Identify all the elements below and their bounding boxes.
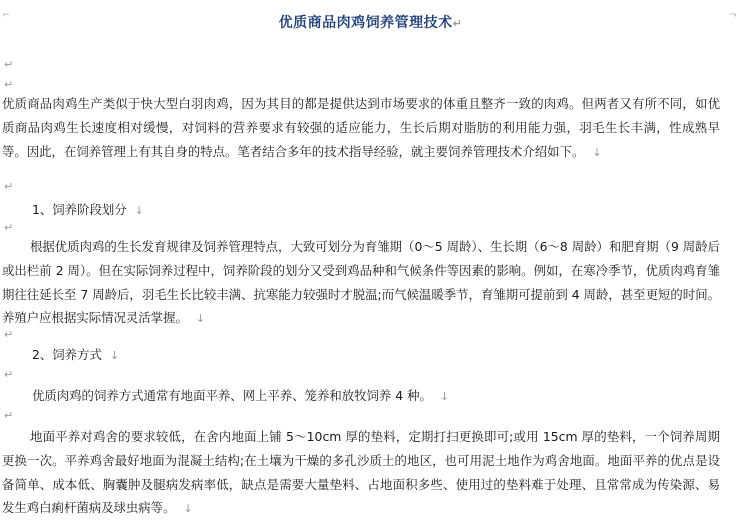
intro-paragraph	[2, 92, 720, 164]
margin-corner-right: ¬	[728, 10, 737, 21]
section-heading-2-text: 2、饲养方式	[32, 347, 102, 362]
section-2-body-paragraph	[2, 425, 720, 521]
section-2-body-text: 地面平养对鸡舍的要求较低，在舍内地面上铺 5～10cm 厚的垫料，定期打扫更换即可;或用 15cm 厚的垫料，一个饲养周期更换一次。平养鸡舍最好地面为混凝土结构;在土壤为干燥的多孔沙质土的地区，也可用泥土地作为鸡舍地面。地面平养的优点是设备简单、成本低、胸囊肿及腿病发病率低，缺点是需要大量垫料、占地面积多些、使用过的垫料难于处理、且常常成为传染源、易发生鸡白痢杆菌病及球虫病等。	[2, 429, 720, 516]
section-2-intro-text: 优质肉鸡的饲养方式通常有地面平养、网上平养、笼养和放牧饲养 4 种。	[32, 388, 432, 403]
paragraph-mark-icon	[4, 58, 13, 71]
intro-paragraph-text: 优质商品肉鸡生产类似于快大型白羽肉鸡，因为其目的都是提供达到市场要求的体重且整齐一致的肉鸡。但两者又有所不同，如优质商品肉鸡生长速度相对缓慢，对饲料的营养要求有较强的适应能力，生长后期对脂肪的利用能力强，羽毛生长丰满，性成熟早等。因此，在饲养管理上有其自身的特点。笔者结合多年的技术指导经验，就主要饲养管理技术介绍如下。	[2, 96, 720, 159]
paragraph-mark-icon	[110, 349, 119, 362]
section-heading-1	[32, 201, 144, 220]
paragraph-mark-icon	[453, 17, 463, 30]
section-2-intro-paragraph	[32, 387, 449, 406]
paragraph-mark-icon	[4, 180, 13, 193]
paragraph-mark-icon	[4, 368, 13, 381]
paragraph-mark-icon	[4, 409, 13, 422]
section-heading-2	[32, 346, 119, 365]
document-title	[0, 12, 741, 32]
margin-corner-left: ⌐	[2, 10, 11, 21]
paragraph-mark-icon	[592, 146, 601, 159]
paragraph-mark-icon	[135, 204, 144, 217]
document-title-text: 优质商品肉鸡饲养管理技术	[278, 15, 453, 31]
paragraph-mark-icon	[4, 78, 13, 91]
paragraph-mark-icon	[4, 328, 13, 341]
paragraph-mark-icon	[4, 221, 13, 234]
paragraph-mark-icon	[196, 312, 205, 325]
paragraph-mark-icon	[183, 502, 192, 515]
section-1-body-paragraph	[2, 235, 720, 331]
section-heading-1-text: 1、饲养阶段划分	[32, 202, 127, 217]
section-1-body-text: 根据优质肉鸡的生长发育规律及饲养管理特点，大致可划分为育雏期（0～5 周龄）、生长期（6～8 周龄）和肥育期（9 周龄后或出栏前 2 周）。但在实际饲养过程中，饲养阶段的划分又受到鸡品种和气候条件等因素的影响。例如，在寒冷季节，优质肉鸡育雏期往往延长至 7 周龄后，羽毛生长比较丰满、抗寒能力较强时才脱温;而气候温暖季节，育雏期可提前到 4 周龄，甚至更短的时间。养殖户应根据实际情况灵活掌握。	[2, 239, 720, 326]
paragraph-mark-icon	[440, 390, 449, 403]
